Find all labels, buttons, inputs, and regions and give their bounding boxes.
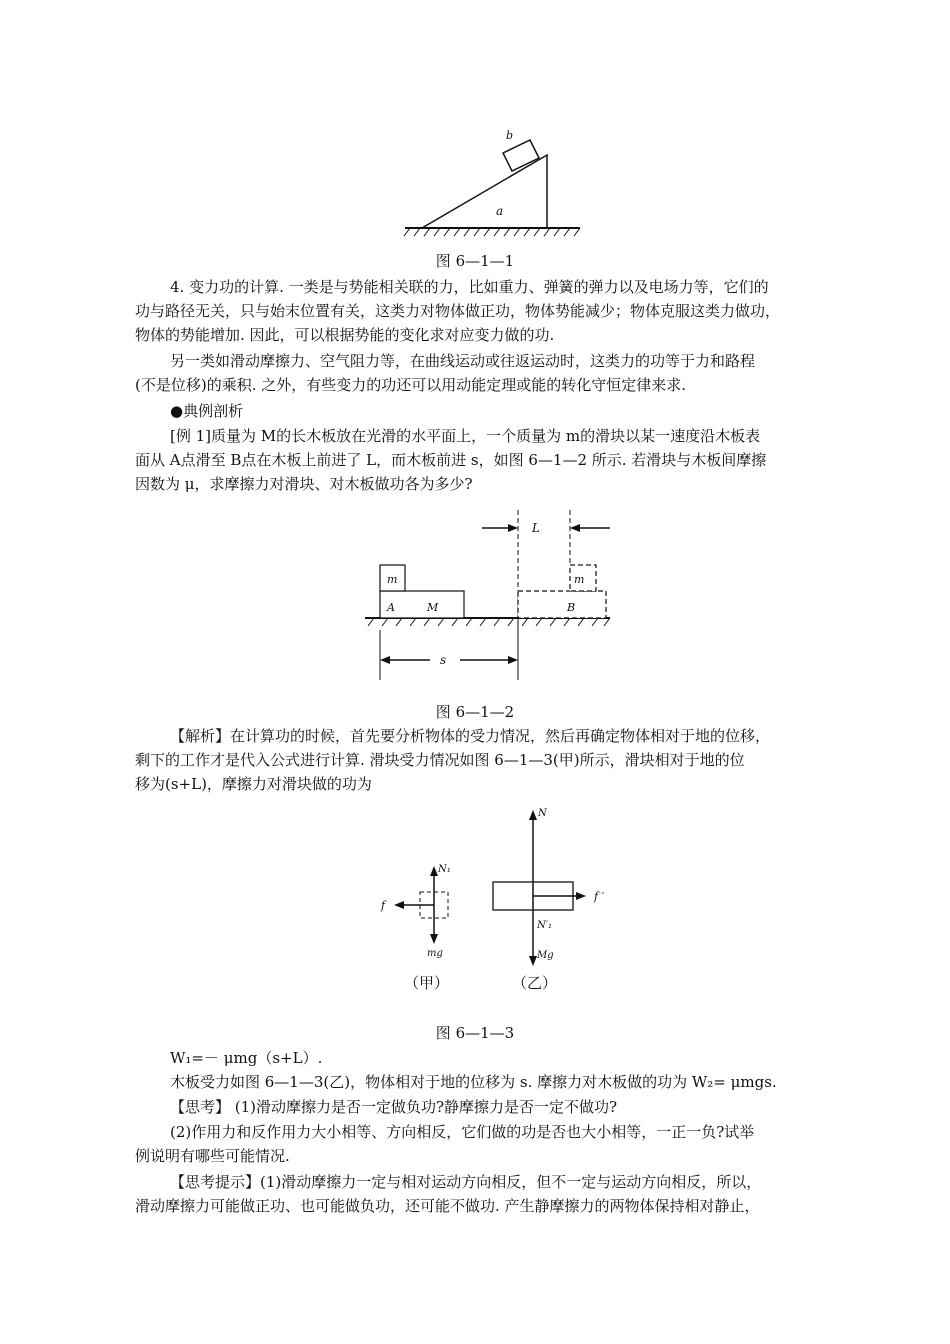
example-1-line3: 因数为 μ，求摩擦力对滑块、对木板做功各为多少? <box>135 475 473 493</box>
paragraph-4-line1: 4. 变力功的计算. 一类是与势能相关联的力，比如重力、弹簧的弹力以及电场力等，它们的 <box>170 278 769 296</box>
label-A: A <box>387 601 395 614</box>
label-M: M <box>427 601 439 614</box>
caption-6-1-3: 图 6—1—3 <box>435 1024 515 1042</box>
label-f: f <box>381 899 386 912</box>
think-question-2-line1: (2)作用力和反作用力大小相等、方向相反，它们做的功是否也大小相等，一正一负?试举 <box>170 1123 755 1141</box>
paragraph-5-line2: (不是位移)的乘积. 之外，有些变力的功还可以用动能定理或能的转化守恒定律来求. <box>135 376 687 394</box>
think-question-2-line2: 例说明有哪些可能情况. <box>135 1147 290 1165</box>
label-m-right: m <box>574 573 585 586</box>
label-mg: mg <box>427 948 443 959</box>
label-a: a <box>496 204 504 218</box>
figure-6-1-1 <box>400 125 590 240</box>
equation-w1: W₁=－ μmg（s+L）. <box>170 1049 323 1067</box>
section-heading: ●典例剖析 <box>170 402 244 420</box>
think-question-1: 【思考】 (1)滑动摩擦力是否一定做负功?静摩擦力是否一定不做功? <box>170 1098 618 1116</box>
solution-line1: 【解析】在计算功的时候，首先要分析物体的受力情况，然后再确定物体相对于地的位移， <box>170 727 771 745</box>
label-s: s <box>440 653 447 667</box>
label-b: b <box>506 129 514 142</box>
label-jia: （甲） <box>404 974 450 992</box>
caption-6-1-2: 图 6—1—2 <box>435 703 515 721</box>
example-1-line2: 面从 A点滑至 B点在木板上前进了 L，而木板前进 s，如图 6—1—2 所示. 若滑块与木板间摩擦 <box>135 451 767 469</box>
label-m-left: m <box>387 573 398 586</box>
label-N: N <box>538 808 547 819</box>
figure-6-1-3 <box>370 800 630 1000</box>
label-Mg: Mg <box>537 950 554 961</box>
paragraph-5-line1: 另一类如滑动摩擦力、空气阻力等，在曲线运动或往返运动时，这类力的功等于力和路程 <box>170 352 756 370</box>
label-L: L <box>532 521 540 535</box>
label-N1: N₁ <box>438 864 451 875</box>
hint-line1: 【思考提示】(1)滑动摩擦力一定与相对运动方向相反，但不一定与运动方向相反，所以， <box>170 1173 762 1191</box>
paragraph-4-line2: 功与路径无关，只与始末位置有关，这类力对物体做正功，物体势能减少；物体克服这类力做功， <box>135 302 781 320</box>
caption-6-1-1: 图 6—1—1 <box>435 252 515 270</box>
example-1-line1: [例 1]质量为 M的长木板放在光滑的水平面上，一个质量为 m的滑块以某一速度沿木板表 <box>170 427 761 445</box>
hint-line2: 滑动摩擦力可能做正功、也可能做负功，还可能不做功. 产生静摩擦力的两物体保持相对静止， <box>135 1197 760 1215</box>
solution-line2: 剩下的工作才是代入公式进行计算. 滑块受力情况如图 6—1—3(甲)所示，滑块相对于地的位 <box>135 751 745 769</box>
label-N1-prime: N′₁ <box>537 920 553 931</box>
solution-line3: 移为(s+L)，摩擦力对滑块做的功为 <box>135 775 372 793</box>
figure-6-1-2 <box>360 505 620 685</box>
label-f-prime: f ′ <box>594 890 605 903</box>
label-B: B <box>567 601 576 614</box>
label-yi: （乙） <box>512 974 558 992</box>
paragraph-4-line3: 物体的势能增加. 因此，可以根据势能的变化求对应变力做的功. <box>135 326 555 344</box>
board-force-text: 木板受力如图 6—1—3(乙)，物体相对于地的位移为 s. 摩擦力对木板做的功为 W₂= μmgs. <box>170 1073 777 1091</box>
